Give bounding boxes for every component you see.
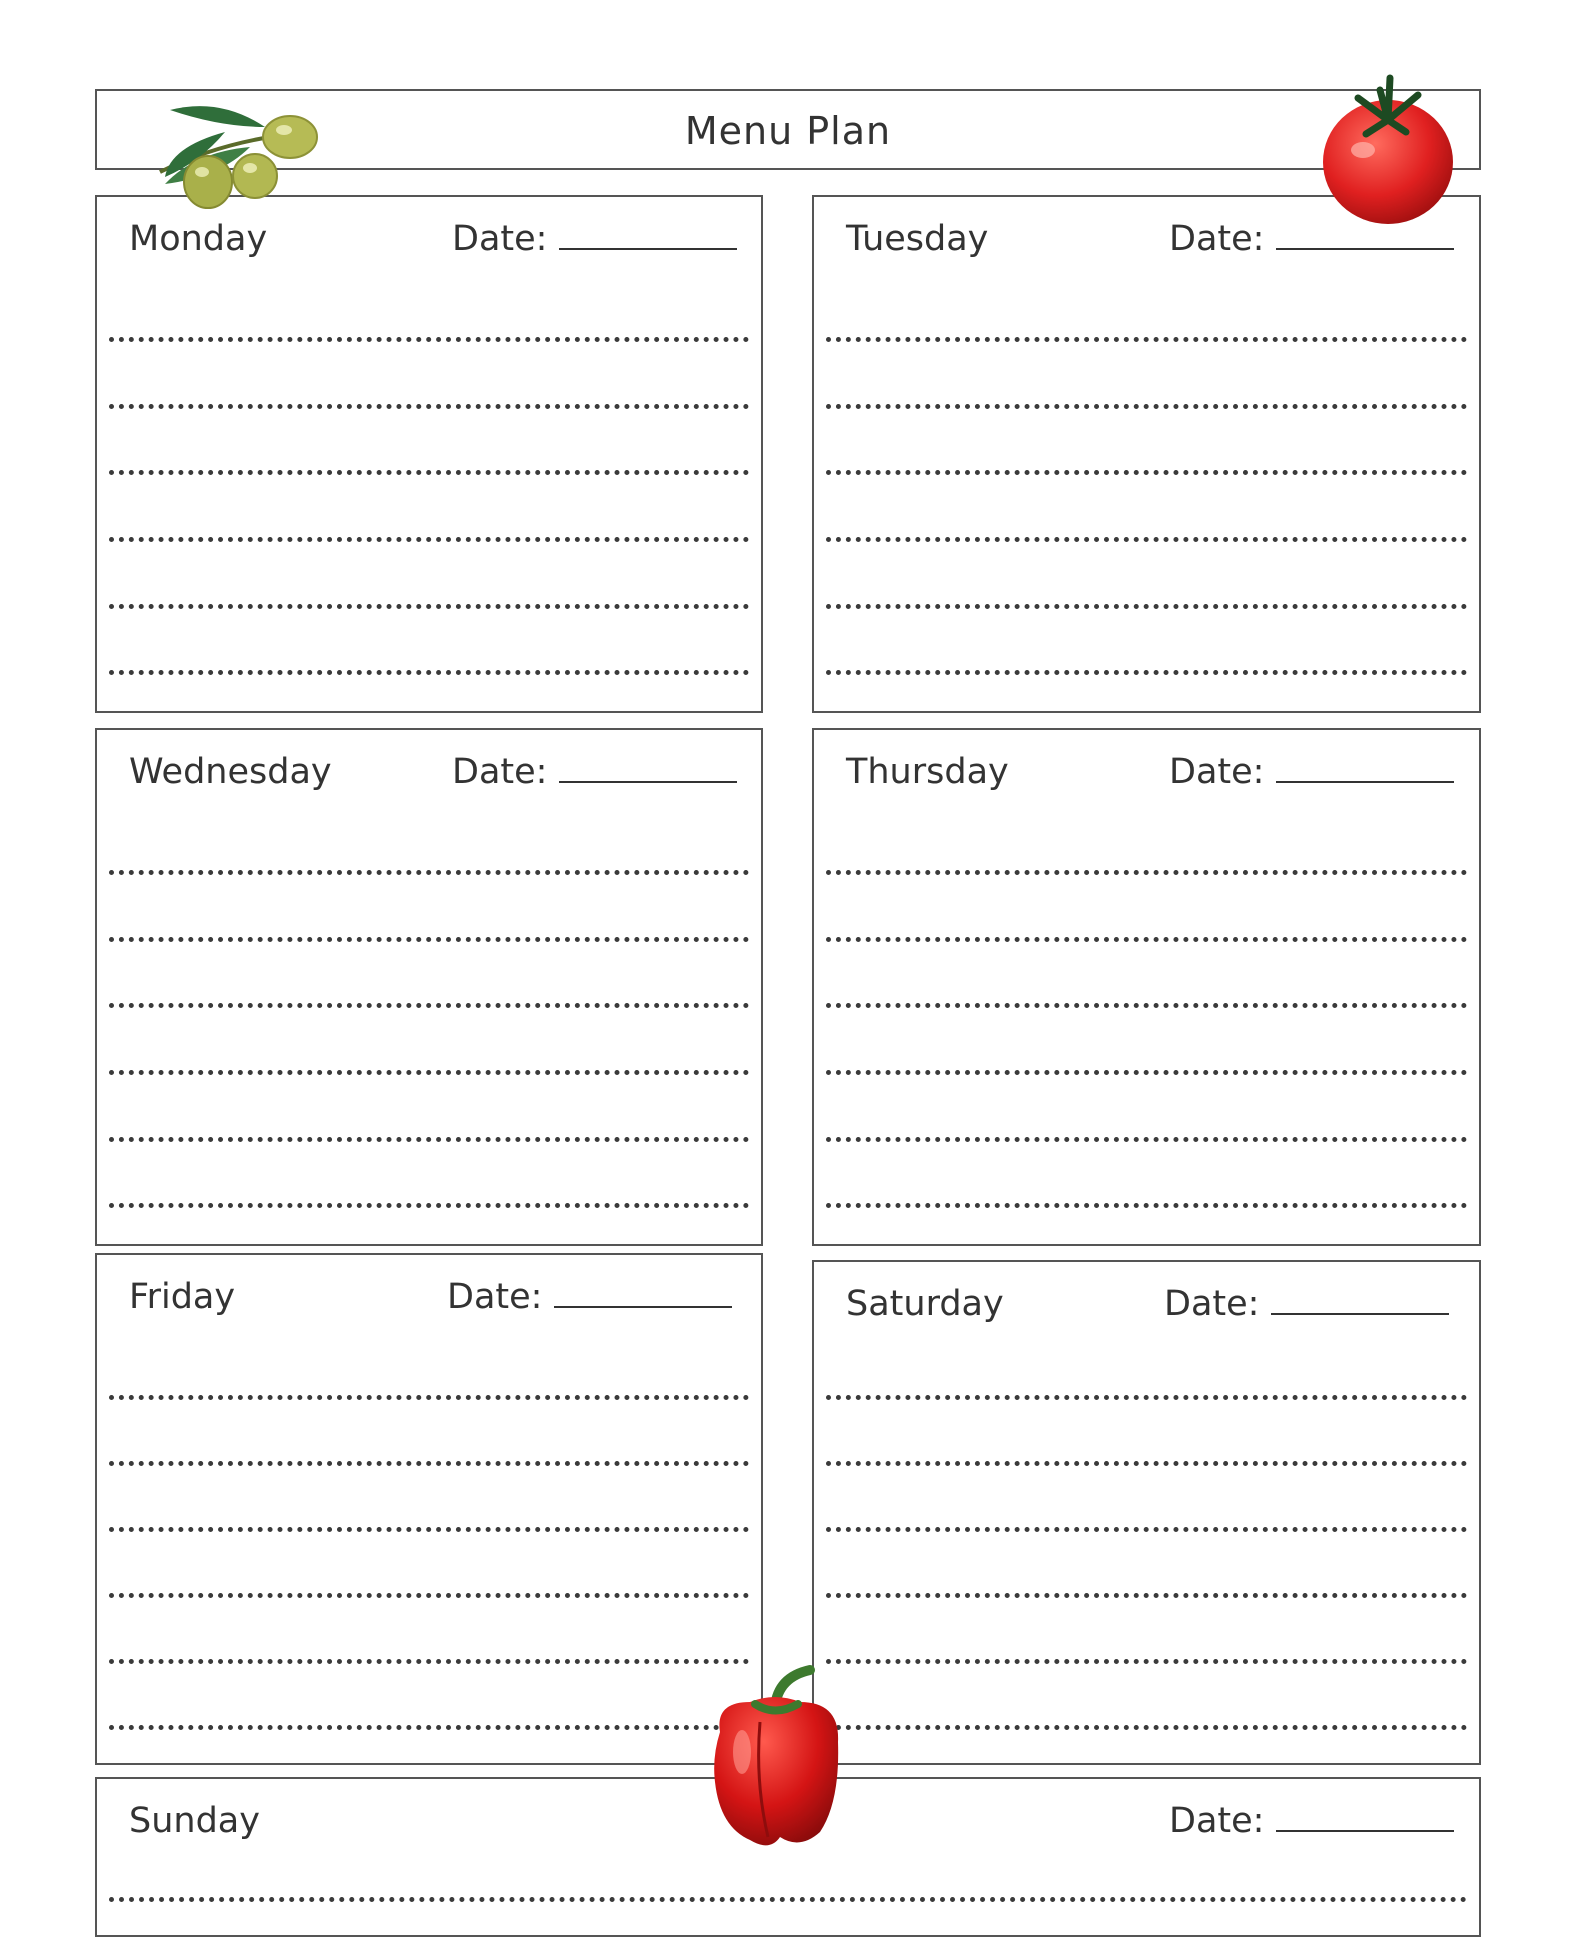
day-box-saturday: [812, 1260, 1481, 1765]
date-label: Date:: [1169, 752, 1265, 792]
date-line[interactable]: [1276, 753, 1454, 783]
day-box-tuesday: [812, 195, 1481, 713]
write-line[interactable]: [109, 937, 749, 942]
write-line[interactable]: [109, 870, 749, 875]
day-label-monday: Monday: [129, 219, 268, 259]
date-field-wednesday[interactable]: [452, 752, 737, 792]
day-label-tuesday: Tuesday: [846, 219, 989, 259]
write-line[interactable]: [826, 1527, 1467, 1532]
date-field-sunday[interactable]: [1169, 1801, 1454, 1841]
day-label-wednesday: Wednesday: [129, 752, 332, 792]
date-label: Date:: [447, 1277, 543, 1317]
write-line[interactable]: [826, 937, 1467, 942]
write-line[interactable]: [109, 604, 749, 609]
write-line[interactable]: [826, 1725, 1467, 1730]
write-line[interactable]: [826, 870, 1467, 875]
date-label: Date:: [1169, 1801, 1265, 1841]
date-label: Date:: [1164, 1284, 1260, 1324]
day-box-monday: [95, 195, 763, 713]
write-line[interactable]: [109, 1659, 749, 1664]
date-field-saturday[interactable]: [1164, 1284, 1449, 1324]
write-line[interactable]: [109, 1461, 749, 1466]
red-pepper-icon: [700, 1662, 850, 1852]
date-line[interactable]: [1271, 1285, 1449, 1315]
tomato-icon: [1318, 70, 1458, 230]
day-label-friday: Friday: [129, 1277, 236, 1317]
write-line[interactable]: [826, 1070, 1467, 1075]
date-label: Date:: [1169, 219, 1265, 259]
day-box-friday: [95, 1253, 763, 1765]
date-line[interactable]: [1276, 1802, 1454, 1832]
day-box-wednesday: [95, 728, 763, 1246]
write-line[interactable]: [826, 604, 1467, 609]
write-line[interactable]: [826, 1003, 1467, 1008]
write-line[interactable]: [826, 1395, 1467, 1400]
day-label-saturday: Saturday: [846, 1284, 1004, 1324]
write-line[interactable]: [109, 1003, 749, 1008]
write-line[interactable]: [109, 1725, 749, 1730]
date-label: Date:: [452, 752, 548, 792]
olive-branch-icon: [140, 92, 330, 212]
write-line[interactable]: [826, 1137, 1467, 1142]
date-line[interactable]: [554, 1278, 732, 1308]
write-line[interactable]: [109, 470, 749, 475]
write-line[interactable]: [109, 1593, 749, 1598]
date-field-friday[interactable]: [447, 1277, 732, 1317]
write-line[interactable]: [109, 1203, 749, 1208]
write-line[interactable]: [109, 1527, 749, 1532]
day-label-sunday: Sunday: [129, 1801, 260, 1841]
write-line[interactable]: [109, 1897, 1467, 1902]
date-line[interactable]: [559, 753, 737, 783]
write-line[interactable]: [109, 1137, 749, 1142]
write-line[interactable]: [826, 404, 1467, 409]
write-line[interactable]: [109, 1395, 749, 1400]
write-line[interactable]: [109, 337, 749, 342]
write-line[interactable]: [826, 1659, 1467, 1664]
page-title: Menu Plan: [684, 109, 892, 153]
write-line[interactable]: [826, 1203, 1467, 1208]
write-line[interactable]: [109, 1070, 749, 1075]
write-line[interactable]: [109, 404, 749, 409]
write-line[interactable]: [826, 337, 1467, 342]
write-line[interactable]: [109, 670, 749, 675]
date-field-thursday[interactable]: [1169, 752, 1454, 792]
day-label-thursday: Thursday: [846, 752, 1009, 792]
write-line[interactable]: [826, 670, 1467, 675]
date-line[interactable]: [559, 220, 737, 250]
day-box-thursday: [812, 728, 1481, 1246]
write-line[interactable]: [826, 1593, 1467, 1598]
write-line[interactable]: [826, 1461, 1467, 1466]
date-field-monday[interactable]: [452, 219, 737, 259]
write-line[interactable]: [826, 537, 1467, 542]
write-line[interactable]: [109, 537, 749, 542]
write-line[interactable]: [826, 470, 1467, 475]
date-label: Date:: [452, 219, 548, 259]
